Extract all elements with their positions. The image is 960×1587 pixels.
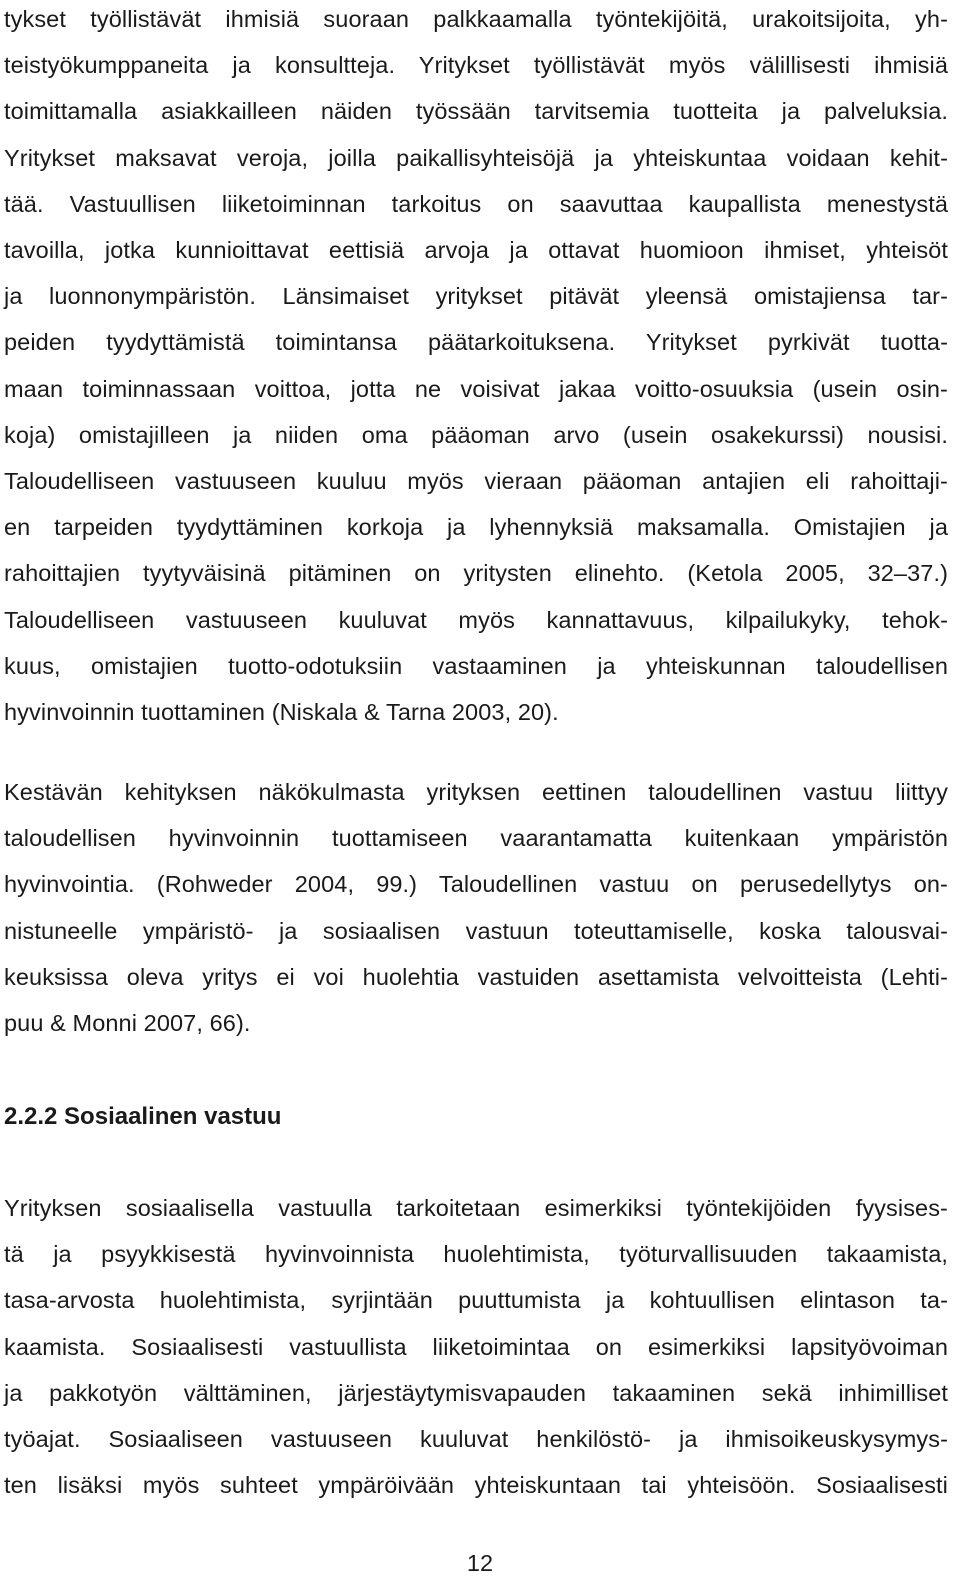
text-line: teistyökumppaneita ja konsultteja. Yritykset työllistävät myös välillisesti ihmisiä [4, 52, 948, 79]
text-line: nistuneelle ympäristö- ja sosiaalisen vastuun toteuttamiselle, koska talousvai- [4, 917, 948, 944]
text-line: peiden tyydyttämistä toimintansa päätarkoituksena. Yritykset pyrkivät tuotta- [4, 329, 948, 356]
text-line: puu & Monni 2007, 66). [4, 1010, 251, 1037]
paragraph-economic-responsibility [4, 0, 948, 735]
section-heading: 2.2.2 Sosiaalinen vastuu [4, 1103, 282, 1130]
text-line: kuus, omistajien tuotto-odotuksiin vastaaminen ja yhteiskunnan taloudellisen [4, 652, 948, 679]
text-line: rahoittajien tyytyväisinä pitäminen on yritysten elinehto. (Ketola 2005, 32–37.) [4, 560, 948, 587]
text-line: Yrityksen sosiaalisella vastuulla tarkoitetaan esimerkiksi työntekijöiden fyysises- [4, 1195, 948, 1221]
text-line: ja luonnonympäristön. Länsimaiset yritykset pitävät yleensä omistajiensa tar- [4, 283, 948, 310]
text-line: ten lisäksi myös suhteet ympäröivään yhteiskuntaan tai yhteisöön. Sosiaalisesti [4, 1472, 948, 1499]
text-line: Taloudelliseen vastuuseen kuuluvat myös kannattavuus, kilpailukyky, tehok- [4, 606, 948, 633]
text-line: tä ja psyykkisestä hyvinvoinnista huolehtimista, työturvallisuuden takaamista, [4, 1241, 948, 1268]
text-line: keuksissa oleva yritys ei voi huolehtia vastuiden asettamista velvoitteista (Lehti- [4, 963, 948, 990]
text-line: tää. Vastuullisen liiketoiminnan tarkoitus on saavuttaa kaupallista menestystä [4, 190, 948, 217]
page-number: 12 [466, 1550, 494, 1576]
text-line: tavoilla, jotka kunnioittavat eettisiä arvoja ja ottavat huomioon ihmiset, yhteisöt [4, 237, 948, 264]
text-line: työajat. Sosiaaliseen vastuuseen kuuluvat henkilöstö- ja ihmisoikeuskysymys- [4, 1426, 948, 1453]
text-line: hyvinvoinnin tuottaminen (Niskala & Tarna 2003, 20). [4, 699, 559, 726]
text-line: tykset työllistävät ihmisiä suoraan palkkaamalla työntekijöitä, urakoitsijoita, yh- [4, 6, 948, 32]
text-line: taloudellisen hyvinvoinnin tuottamiseen vaarantamatta kuitenkaan ympäristön [4, 825, 948, 852]
text-line: kaamista. Sosiaalisesti vastuullista liiketoimintaa on esimerkiksi lapsityövoiman [4, 1333, 948, 1360]
text-line: tasa-arvosta huolehtimista, syrjintään puuttumista ja kohtuullisen elintason ta- [4, 1287, 948, 1314]
paragraph-sustainable-development [4, 769, 948, 1046]
text-line: toimittamalla asiakkailleen näiden työssään tarvitsemia tuotteita ja palveluksia. [4, 98, 948, 125]
text-line: ja pakkotyön välttäminen, järjestäytymisvapauden takaaminen sekä inhimilliset [4, 1379, 948, 1406]
text-line: hyvinvointia. (Rohweder 2004, 99.) Taloudellinen vastuu on perusedellytys on- [4, 871, 948, 898]
text-line: maan toiminnassaan voittoa, jotta ne voisivat jakaa voitto-osuuksia (usein osin- [4, 375, 948, 402]
text-line: en tarpeiden tyydyttäminen korkoja ja lyhennyksiä maksamalla. Omistajien ja [4, 514, 948, 541]
text-line: koja) omistajilleen ja niiden oma pääoman arvo (usein osakekurssi) nousisi. [4, 421, 948, 448]
paragraph-social-responsibility [4, 1185, 948, 1508]
text-line: Taloudelliseen vastuuseen kuuluu myös vieraan pääoman antajien eli rahoittaji- [4, 468, 948, 495]
text-line: Kestävän kehityksen näkökulmasta yrityksen eettinen taloudellinen vastuu liittyy [4, 779, 948, 805]
text-line: Yritykset maksavat veroja, joilla paikallisyhteisöjä ja yhteiskuntaa voidaan kehit- [4, 144, 948, 171]
